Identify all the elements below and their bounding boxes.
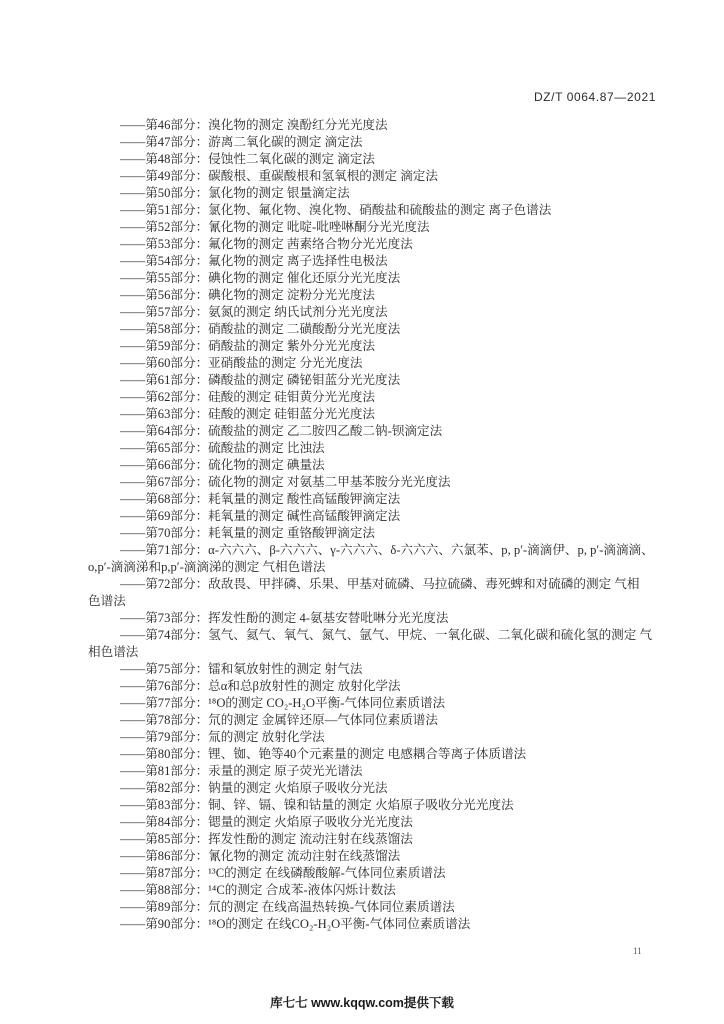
- part-entry: [88, 780, 688, 797]
- part-label: ——第57部分：: [120, 305, 209, 319]
- part-label: ——第79部分：: [120, 730, 209, 744]
- part-entry: [88, 406, 688, 423]
- part-label: ——第77部分：: [120, 696, 209, 710]
- part-title: 锂、铷、铯等40个元素量的测定 电感耦合等离子体质谱法: [208, 747, 527, 761]
- part-label: ——第47部分：: [120, 135, 209, 149]
- part-entry: [88, 712, 688, 729]
- part-line: [88, 848, 688, 865]
- part-line: [88, 117, 688, 134]
- part-entry: [88, 117, 688, 134]
- part-title: 氘的测定 在线高温热转换-气体同位素质谱法: [208, 900, 455, 914]
- part-line: [88, 219, 688, 236]
- part-line: [88, 491, 688, 508]
- part-entry: [88, 763, 688, 780]
- part-line: [88, 814, 688, 831]
- part-label: ——第74部分：: [120, 628, 209, 642]
- part-title: ¹⁸O的测定 在线CO₂-H₂O平衡-气体同位素质谱法: [208, 917, 471, 931]
- part-entry: [88, 508, 688, 525]
- part-title-continued: 色谱法: [88, 594, 126, 608]
- part-title: 氟化物的测定 离子选择性电极法: [208, 254, 388, 268]
- part-entry: [88, 151, 688, 168]
- part-title: 硝酸盐的测定 紫外分光光度法: [208, 339, 376, 353]
- part-line: [88, 389, 688, 406]
- part-label: ——第46部分：: [120, 118, 209, 132]
- part-line: [88, 508, 688, 525]
- part-title: 氯化物的测定 银量滴定法: [208, 186, 350, 200]
- standard-parts-list: [88, 117, 688, 933]
- part-entry: [88, 729, 688, 746]
- part-entry: [88, 202, 688, 219]
- part-title: 溴化物的测定 溴酚红分光光度法: [208, 118, 388, 132]
- part-label: ——第61部分：: [120, 373, 209, 387]
- part-entry: [88, 236, 688, 253]
- part-line: [88, 236, 688, 253]
- part-label: ——第90部分：: [120, 917, 209, 931]
- part-title: 挥发性酚的测定 4-氨基安替吡啉分光光度法: [208, 611, 449, 625]
- part-title: 硅酸的测定 硅钼黄分光光度法: [208, 390, 376, 404]
- part-label: ——第82部分：: [120, 781, 209, 795]
- part-title: 硫酸盐的测定 乙二胺四乙酸二钠-钡滴定法: [208, 424, 443, 438]
- part-entry: [88, 865, 688, 882]
- part-title: 硝酸盐的测定 二磺酸酚分光光度法: [208, 322, 401, 336]
- part-line: [88, 134, 688, 151]
- part-title: 氰化物的测定 流动注射在线蒸馏法: [208, 849, 401, 863]
- part-line: [88, 661, 688, 678]
- part-label: ——第55部分：: [120, 271, 209, 285]
- part-entry: [88, 185, 688, 202]
- part-title: 镭和氡放射性的测定 射气法: [208, 662, 363, 676]
- part-entry: [88, 661, 688, 678]
- part-label: ——第81部分：: [120, 764, 209, 778]
- part-entry: [88, 321, 688, 338]
- part-label: ——第54部分：: [120, 254, 209, 268]
- part-label: ——第88部分：: [120, 883, 209, 897]
- part-label: ——第86部分：: [120, 849, 209, 863]
- part-entry: [88, 338, 688, 355]
- part-entry: [88, 610, 688, 627]
- part-entry: [88, 355, 688, 372]
- part-label: ——第51部分：: [120, 203, 209, 217]
- part-title: 耗氧量的测定 酸性高锰酸钾滴定法: [208, 492, 401, 506]
- part-line: [88, 542, 688, 559]
- part-title: 挥发性酚的测定 流动注射在线蒸馏法: [208, 832, 413, 846]
- part-entry: [88, 678, 688, 695]
- part-title: 锶量的测定 火焰原子吸收分光光度法: [208, 815, 413, 829]
- part-label: ——第67部分：: [120, 475, 209, 489]
- part-entry: [88, 440, 688, 457]
- part-title: 耗氧量的测定 重铬酸钾滴定法: [208, 526, 376, 540]
- part-label: ——第83部分：: [120, 798, 209, 812]
- part-title: 铜、锌、镉、镍和钴量的测定 火焰原子吸收分光光度法: [208, 798, 514, 812]
- part-label: ——第75部分：: [120, 662, 209, 676]
- part-line: [88, 372, 688, 389]
- document-code-header: DZ/T 0064.87—2021: [533, 90, 656, 104]
- page-number: 11: [633, 946, 642, 956]
- part-entry: [88, 457, 688, 474]
- part-title: 氰化物的测定 吡啶-吡唑啉酮分光光度法: [208, 220, 430, 234]
- part-title: 氚的测定 放射化学法: [208, 730, 325, 744]
- part-line: [88, 440, 688, 457]
- part-label: ——第89部分：: [120, 900, 209, 914]
- part-title: 氨氮的测定 纳氏试剂分光光度法: [208, 305, 388, 319]
- part-entry: [88, 916, 688, 933]
- part-label: ——第70部分：: [120, 526, 209, 540]
- part-entry: [88, 695, 688, 712]
- part-entry: [88, 168, 688, 185]
- part-line: [88, 168, 688, 185]
- part-title: 游离二氧化碳的测定 滴定法: [208, 135, 363, 149]
- part-label: ——第50部分：: [120, 186, 209, 200]
- part-line: [88, 780, 688, 797]
- part-line: [88, 882, 688, 899]
- part-label: ——第60部分：: [120, 356, 209, 370]
- part-line: [88, 746, 688, 763]
- part-label: ——第53部分：: [120, 237, 209, 251]
- part-label: ——第66部分：: [120, 458, 209, 472]
- part-title: 磷酸盐的测定 磷铋钼蓝分光光度法: [208, 373, 401, 387]
- part-line: [88, 627, 688, 644]
- part-title: 碘化物的测定 淀粉分光光度法: [208, 288, 376, 302]
- part-line: [88, 729, 688, 746]
- part-entry: [88, 627, 688, 661]
- part-label: ——第65部分：: [120, 441, 209, 455]
- part-title: 氟化物的测定 茜素络合物分光光度法: [208, 237, 413, 251]
- part-label: ——第62部分：: [120, 390, 209, 404]
- part-entry: [88, 848, 688, 865]
- part-line: [88, 202, 688, 219]
- part-label: ——第59部分：: [120, 339, 209, 353]
- part-line: [88, 423, 688, 440]
- part-entry: [88, 474, 688, 491]
- part-entry: [88, 423, 688, 440]
- part-entry: [88, 287, 688, 304]
- part-entry: [88, 576, 688, 610]
- part-title: 碳酸根、重碳酸根和氢氧根的测定 滴定法: [208, 169, 438, 183]
- part-line: [88, 474, 688, 491]
- part-entry: [88, 831, 688, 848]
- part-line: [88, 338, 688, 355]
- part-line: [88, 304, 688, 321]
- part-title: 总α和总β放射性的测定 放射化学法: [208, 679, 401, 693]
- part-title: 碘化物的测定 催化还原分光光度法: [208, 271, 401, 285]
- part-label: ——第72部分：: [120, 577, 209, 591]
- part-line: [88, 763, 688, 780]
- part-label: ——第49部分：: [120, 169, 209, 183]
- part-label: ——第80部分：: [120, 747, 209, 761]
- part-line: [88, 525, 688, 542]
- part-title: 敌敌畏、甲拌磷、乐果、甲基对硫磷、马拉硫磷、毒死蜱和对硫磷的测定 气相: [208, 577, 640, 591]
- part-label: ——第78部分：: [120, 713, 209, 727]
- part-label: ——第68部分：: [120, 492, 209, 506]
- part-entry: [88, 542, 688, 576]
- part-label: ——第58部分：: [120, 322, 209, 336]
- part-entry: [88, 270, 688, 287]
- download-watermark: 库七七 www.kqqw.com提供下载: [270, 996, 454, 1010]
- part-title: ¹⁸O的测定 CO₂-H₂O平衡-气体同位素质谱法: [208, 696, 446, 710]
- part-title: 侵蚀性二氧化碳的测定 滴定法: [208, 152, 376, 166]
- part-entry: [88, 253, 688, 270]
- part-label: ——第76部分：: [120, 679, 209, 693]
- part-title: 耗氧量的测定 碱性高锰酸钾滴定法: [208, 509, 401, 523]
- part-title: 亚硝酸盐的测定 分光光度法: [208, 356, 363, 370]
- part-line: [88, 610, 688, 627]
- part-title: 氢气、氦气、氧气、氮气、氩气、甲烷、一氧化碳、二氧化碳和硫化氢的测定 气: [208, 628, 653, 642]
- part-entry: [88, 389, 688, 406]
- part-line: [88, 899, 688, 916]
- part-title: 汞量的测定 原子荧光光谱法: [208, 764, 363, 778]
- part-label: ——第52部分：: [120, 220, 209, 234]
- part-entry: [88, 134, 688, 151]
- part-title-continued: o,p′-滴滴涕和p,p′-滴滴涕的测定 气相色谱法: [88, 560, 326, 574]
- part-entry: [88, 814, 688, 831]
- part-title: ¹³C的测定 在线磷酸酸解-气体同位素质谱法: [208, 866, 446, 880]
- part-entry: [88, 525, 688, 542]
- part-label: ——第69部分：: [120, 509, 209, 523]
- part-line: [88, 678, 688, 695]
- part-label: ——第64部分：: [120, 424, 209, 438]
- part-line: [88, 457, 688, 474]
- part-title: ¹⁴C的测定 合成苯-液体闪烁计数法: [208, 883, 396, 897]
- part-line: [88, 321, 688, 338]
- part-line: [88, 831, 688, 848]
- part-entry: [88, 304, 688, 321]
- part-line: [88, 253, 688, 270]
- part-label: ——第63部分：: [120, 407, 209, 421]
- part-title: α-六六六、β-六六六、γ-六六六、δ-六六六、六氯苯、p, p′-滴滴伊、p, p′-滴滴滴、: [208, 543, 654, 557]
- part-entry: [88, 491, 688, 508]
- part-label: ——第73部分：: [120, 611, 209, 625]
- part-title: 钠量的测定 火焰原子吸收分光法: [208, 781, 388, 795]
- part-line: [88, 797, 688, 814]
- part-title-continued: 相色谱法: [88, 645, 139, 659]
- part-line: [88, 185, 688, 202]
- part-line: [88, 406, 688, 423]
- part-label: ——第87部分：: [120, 866, 209, 880]
- part-line: [88, 151, 688, 168]
- part-label: ——第48部分：: [120, 152, 209, 166]
- part-entry: [88, 899, 688, 916]
- part-entry: [88, 746, 688, 763]
- part-title: 硫酸盐的测定 比浊法: [208, 441, 325, 455]
- part-title: 氯化物、氟化物、溴化物、硝酸盐和硫酸盐的测定 离子色谱法: [208, 203, 552, 217]
- part-line: [88, 695, 688, 712]
- part-entry: [88, 372, 688, 389]
- part-label: ——第85部分：: [120, 832, 209, 846]
- part-title: 硅酸的测定 硅钼蓝分光光度法: [208, 407, 376, 421]
- part-label: ——第84部分：: [120, 815, 209, 829]
- part-title: 氘的测定 金属锌还原—气体同位素质谱法: [208, 713, 438, 727]
- part-entry: [88, 219, 688, 236]
- part-line: [88, 576, 688, 593]
- part-line: [88, 355, 688, 372]
- part-entry: [88, 797, 688, 814]
- part-label: ——第71部分：: [120, 543, 209, 557]
- part-line: [88, 270, 688, 287]
- part-line: [88, 865, 688, 882]
- part-entry: [88, 882, 688, 899]
- part-title: 硫化物的测定 对氨基二甲基苯胺分光光度法: [208, 475, 451, 489]
- part-label: ——第56部分：: [120, 288, 209, 302]
- part-title: 硫化物的测定 碘量法: [208, 458, 325, 472]
- part-line: [88, 916, 688, 933]
- part-line: [88, 287, 688, 304]
- part-line: [88, 712, 688, 729]
